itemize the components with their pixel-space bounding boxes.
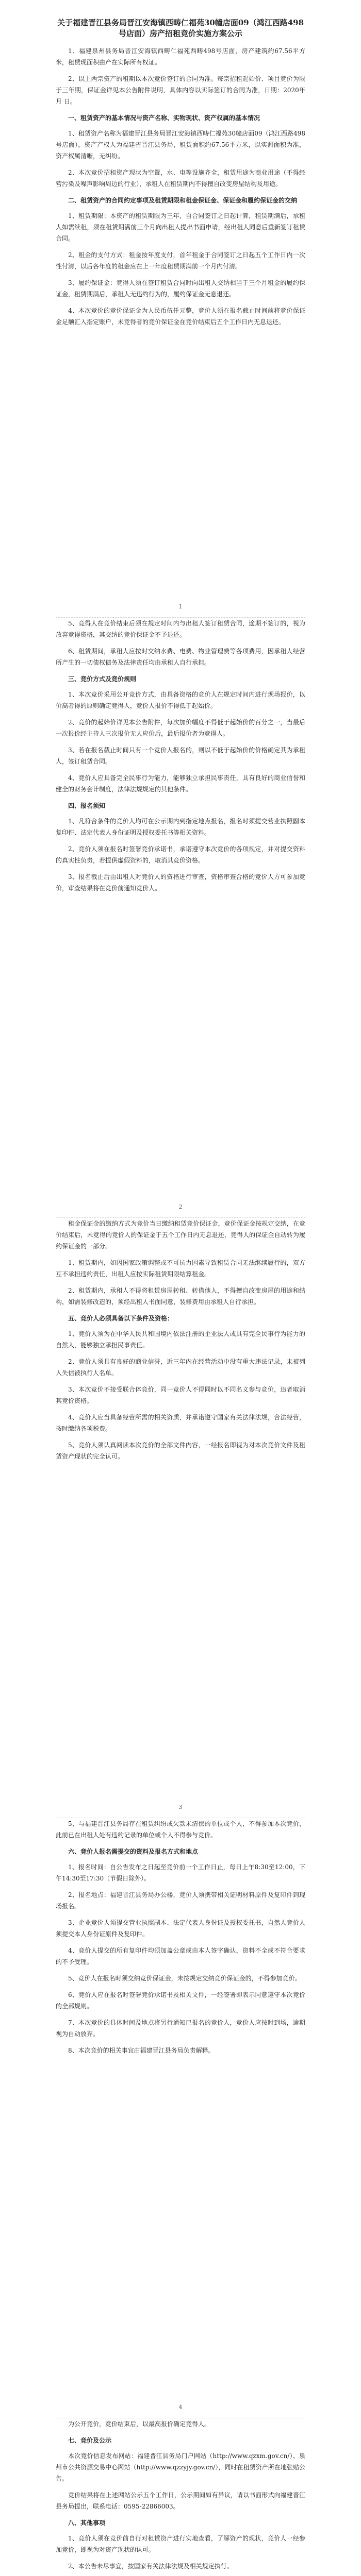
paragraph: 3、若在报名截止时间只有一个竞价人报名的，则以不低于起始价的价格确定其为承租人，签订租赁合同。 bbox=[56, 747, 305, 765]
paragraph: 1、竞价人须在竞价前自行对租赁资产进行实地查看，了解资产的现状，竞价人一经参加竞价，即视为对资产现状的认可。 bbox=[56, 2535, 305, 2553]
document-page bbox=[56, 2418, 305, 2576]
paragraph: 3、报名截止后由出租人对竞价人的资格进行审查，资格审查合格的竞价人方可参加竞价，审查结果将在竞价前通知竞价人。 bbox=[56, 873, 305, 892]
document-page bbox=[56, 1818, 305, 2418]
section-heading: 七、竞价及公示 bbox=[68, 2437, 112, 2444]
paragraph: 2、租金的支付方式：租金按年度支付，首年租金于合同签订之日起五个工作日内一次性付清，以后各年度的租金应在上一年度租赁期满前一个月内付清。 bbox=[56, 251, 305, 270]
section-heading: 六、竞价人报名需提交的资料及报名方式和地点 bbox=[68, 1848, 199, 1855]
paragraph: 6、租赁期间，承租人应按时交纳水费、电费、物业管理费等各项费用，因承租人经营所产生的一切债权债务及法律责任均由承租人自行承担。 bbox=[56, 648, 305, 666]
paragraph: 2、竞价人须具有良好的商业信誉，近三年内在经营活动中没有重大违法记录，未被列入失信被执行人名单。 bbox=[56, 1358, 305, 1377]
page-number: 2 bbox=[178, 1204, 183, 1210]
paragraph: 5、竞得人在竞价结束后须在规定时间内与出租人签订租赁合同，逾期不签订的，视为放弃竞得资格，其交纳的竞价保证金不予退还。 bbox=[56, 620, 305, 638]
document-page bbox=[56, 1218, 305, 1818]
paragraph: 2、租赁期内，承租人不得将租赁房屋转租、转借他人，不得擅自改变房屋的用途和结构，如需装修改造的，须经出租人书面同意，装修费用由承租人自行承担。 bbox=[56, 1287, 305, 1306]
paragraph: 8、本次竞价的相关事宜由福建晋江县务局负责解释。 bbox=[68, 2047, 215, 2054]
paragraph: 5、竞价人须认真阅读本次竞价的全部文件内容，一经报名即视为对本次竞价文件及租赁资产现状的完全认可。 bbox=[56, 1442, 305, 1460]
paragraph: 为公开竞价，竞价结束后，以最高报价确定竞得人。 bbox=[68, 2420, 211, 2428]
document-pages bbox=[56, 18, 305, 2576]
section-heading: 八、其他事项 bbox=[68, 2519, 106, 2527]
paragraph: 7、本次竞价的具体时间及地点将另行通知已报名的竞价人，竞价人应按时到场，逾期视为自动放弃。 bbox=[56, 2019, 305, 2038]
paragraph: 2、报名地点：福建晋江县务局办公楼，竞价人须携带相关证明材料原件及复印件到现场报名。 bbox=[56, 1891, 305, 1910]
paragraph: 2、本公告未尽事宜，按国家有关法律法规及相关规定执行。 bbox=[68, 2563, 233, 2570]
document-page bbox=[56, 618, 305, 1218]
paragraph: 3、本次竞价不接受联合体竞价，同一竞价人不得同时以不同名义参与竞价，违者取消其竞价资格。 bbox=[56, 1386, 305, 1404]
paragraph: 4、竞价人提交的所有复印件均须加盖公章或由本人签字确认，资料不全或不符合要求的不予受理。 bbox=[56, 1947, 305, 1965]
paragraph: 1、凡符合条件的竞价人均可在公示期内到指定地点报名，报名时须提交营业执照副本复印件、法定代表人身份证明及授权委托书等相关资料。 bbox=[56, 818, 305, 836]
paragraph: 1、福建泉州县务局晋江安海镇西畴仁福苑西畴498号店面，房产建筑约67.56平方米，租赁现面积由产在实际所有权证。 bbox=[56, 47, 305, 66]
paragraph: 1、报名时间：自公告发布之日起至竞价前一个工作日止，每日上午8:30至12:00，下午14:30至17:30（节假日除外）。 bbox=[56, 1863, 305, 1882]
paragraph: 3、企业竞价人须提交营业执照副本、法定代表人身份证及授权委托书，自然人竞价人须提交本人身份证原件及复印件。 bbox=[56, 1919, 305, 1938]
document-title: 关于福建晋江县务局晋江安海镇西畴仁福苑30幢店面09（鸿江西路498号店面）房产招租竞价实施方案公示 bbox=[57, 18, 304, 38]
section-heading: 五、竞价人必须具备以下条件及资格： bbox=[68, 1315, 174, 1322]
paragraph: 1、租赁资产名称为福建晋江县务局晋江安海镇西畴仁福苑30幢店面09（鸿江西路498号店面），资产产权人为福建省晋江县务局，租赁面积约67.56平方米，以实测面积为准，资产权属清晰，无纠纷。 bbox=[56, 130, 305, 160]
page-number: 4 bbox=[178, 2404, 183, 2411]
paragraph: 5、竞价人在报名时须交纳竞价保证金，未按规定交纳竞价保证金的，不得参加竞价。 bbox=[68, 1975, 301, 1982]
paragraph: 租金保证金的缴纳方式为竞价当日缴纳租赁竞价保证金，竞价保证金按规定交纳，在竞价结束后，未竞得的竞价人的保证金于五个工作日内无息退还，竞得人的保证金自动转为履约保证金的一部分。 bbox=[56, 1220, 305, 1250]
section-heading: 四、报名须知 bbox=[68, 802, 106, 809]
document-sheet bbox=[36, 0, 325, 2576]
paragraph: 本次竞价信息发布网站：福建晋江县务局门户网站（http://www.qzxm.gov.cn/）、泉州市公共资源交易中心网站（http://www.qzzyjy.gov.cn/），同时在租赁资产所在地张贴公告。 bbox=[56, 2452, 305, 2482]
paragraph: 竞价结果将在上述网站公示五个工作日，公示期间如有异议，请以书面形式向福建晋江县务局提出，联系电话：0595-22866003。 bbox=[56, 2492, 305, 2510]
document-page bbox=[56, 18, 305, 618]
paragraph: 2、竞价的起始价详见本公告附件，每次加价幅度不得低于起始价的百分之一，当最后一次报价经主持人三次报价无人应价后，最后报价者为竞得人。 bbox=[56, 719, 305, 737]
paragraph: 5、与福建晋江县务局存在租赁纠纷或欠款未清偿的单位或个人，不得参加本次竞价，此前已在出租人处有违约记录的单位或个人不得参与竞价。 bbox=[56, 1820, 305, 1839]
paragraph: 6、竞价人应在报名时签署竞价承诺书及相关文件，一经签署即表示同意遵守本次竞价的全部规则。 bbox=[56, 1991, 305, 2010]
page-number: 1 bbox=[178, 603, 183, 610]
paragraph: 4、竞价人应具备完全民事行为能力，能够独立承担民事责任，具有良好的商业信誉和健全的财务会计制度，法律法规规定的其他条件。 bbox=[56, 774, 305, 793]
paragraph: 1、租赁期内，如因国家政策调整或不可抗力因素导致租赁合同无法继续履行的，双方互不承担违约责任，出租人应按实际租赁期限结算租金。 bbox=[56, 1259, 305, 1278]
paragraph: 3、履约保证金：竞得人须在签订租赁合同时向出租人交纳相当于三个月租金的履约保证金，租赁期满后，承租人无违约行为的，履约保证金无息退还。 bbox=[56, 279, 305, 298]
paragraph: 1、竞价人须为在中华人民共和国境内依法注册的企业法人或具有完全民事行为能力的自然人，能够独立承担民事责任。 bbox=[56, 1330, 305, 1349]
section-heading: 一、租赁资产的基本情况与资产名称、实物现状、资产权属的基本情况 bbox=[68, 114, 260, 122]
paragraph: 1、租赁期限：本资产的租赁期限为三年，自合同签订之日起计算，租赁期满后，承租人如需续租，须在租赁期满前三个月向出租人提出书面申请，经出租人同意后重新签订租赁合同。 bbox=[56, 212, 305, 242]
section-heading: 二、租赁资产的合同约定事项及租赁期限和租金保证金、保证金和履约保证金的交纳 bbox=[68, 197, 298, 204]
paragraph: 2、本次竞价招租资产现状为空置，水、电等设施齐全，租赁用途为商业用途（不得经营污染及噪声影响周边的行业），承租人在租赁期内不得擅自改变房屋结构及用途。 bbox=[56, 169, 305, 188]
paragraph: 4、竞价人应当具备经营所需的相关资质，并承诺遵守国家有关法律法规，合法经营，按时缴纳各项税费。 bbox=[56, 1414, 305, 1432]
paragraph: 4、本次竞价的竞价保证金为人民币伍仟元整，竞价人须在报名截止时间前将竞价保证金足额汇入指定账户，未竞得者的竞价保证金在竞价结束后五个工作日内无息退还。 bbox=[56, 307, 305, 326]
paragraph: 2、竞价人须在报名时签署竞价承诺书，承诺遵守本次竞价的各项规定，并对提交资料的真实性负责，若提供虚假资料的，取消其竞价资格。 bbox=[56, 845, 305, 864]
page-number: 3 bbox=[178, 1804, 183, 1810]
paragraph: 2、以上两宗资产的租期以本次竞价签订的合同为准。每宗招租起始价、项目竞价为限于三年期，保证金详见本公告附件说明，具体内容以实际签订的合同为准，日期：2020年 月 日。 bbox=[56, 75, 305, 105]
section-heading: 三、竞价方式及竞价规则 bbox=[68, 675, 137, 683]
paragraph: 1、本次竞价采用公开竞价方式，由具备资格的竞价人在规定时间内进行现场报价，以价高者得的原则确定竞得人，竞价人报价不得低于起始价。 bbox=[56, 691, 305, 709]
